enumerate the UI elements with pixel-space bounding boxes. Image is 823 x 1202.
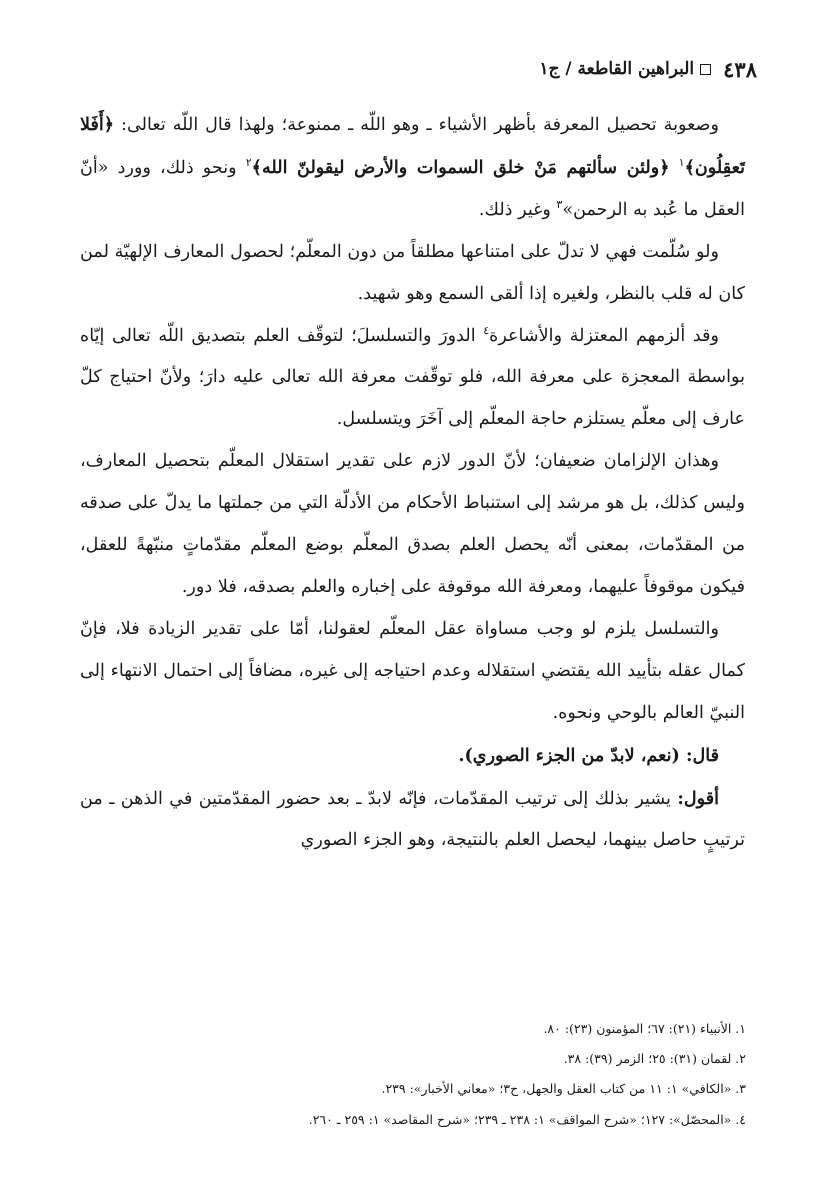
footnotes <box>81 1014 746 1135</box>
paragraph <box>80 104 745 232</box>
paragraph <box>80 609 745 735</box>
footnote-marker: ٤ <box>483 323 490 337</box>
text-run <box>670 158 679 178</box>
paragraph <box>80 778 745 863</box>
main-text <box>80 104 745 862</box>
footnote-marker: ٢ <box>245 156 252 170</box>
running-title: البراهين القاطعة / ج١ <box>539 59 695 79</box>
text-run: وهذان الإلزامان ضعيفان؛ لأنّ الدور لازم على تقدير استقلال المعلّم بتحصيل المعارف، وليس كذلك، بل هو مرشد إلى استنباط الأحكام من الأدلّة التي من جملتها ما يدلّ على صدقه من المقدّمات، بمعنى أنّه يحصل العلم بصدق المعلّم بوضع المعلّم مقدّماتٍ منبّهةً للعقل، فيكون موقوفاً عليهما، ومعرفة الله موقوفة على إخباره والعلم بصدقه، فلا دور. <box>80 451 745 597</box>
paragraph <box>80 232 745 316</box>
text-run: وغير ذلك. <box>478 199 557 220</box>
page-number: ٤٣٨ <box>723 56 757 82</box>
footnote-marker: ٣ <box>556 197 563 211</box>
footnote-2: ٢. لقمان (٣١): ٢٥؛ الزمر (٣٩): ٣٨. <box>563 1051 746 1067</box>
bold-text: ﴿أَفَلا تَعقِلُون﴾ <box>80 114 746 178</box>
text-run: يشير بذلك إلى ترتيب المقدّمات، فإنّه لابدّ ـ بعد حضور المقدّمتين في الذهن ـ من ترتيبٍ حاصل بينهما، ليحصل العلم بالنتيجة، وهو الجزء الصوري <box>80 788 745 851</box>
bold-text: قال: (نعم، لابدّ من الجزء الصوري). <box>458 744 719 766</box>
footnote-marker: ١ <box>678 156 685 170</box>
square-separator-icon <box>700 64 711 75</box>
text-run: ونحو ذلك، وورد «أنّ العقل ما عُبد به الرحمن» <box>80 157 745 220</box>
text-run: وقد ألزمهم المعتزلة والأشاعرة <box>489 325 719 346</box>
footnote-1: ١. الأنبياء (٢١): ٦٧؛ المؤمنون (٢٣): ٨٠. <box>543 1021 746 1036</box>
text-run: الدورَ والتسلسلَ؛ لتوقّف العلم بتصديق اللّه تعالى إيّاه بواسطة المعجزة على معرفة الله، فلو توقّفت معرفة الله تعالى عليه دارَ؛ ولأنّ احتياج كلّ عارف إلى معلّم يستلزم حاجة المعلّم إلى آخَرَ ويتسلسل. <box>80 325 745 430</box>
paragraph <box>80 735 745 778</box>
footnote-3: ٣. «الكافي» ١: ١١ من كتاب العقل والجهل، ح٣؛ «معاني الأخبار»: ٢٣٩. <box>381 1081 746 1097</box>
text-run: وصعوبة تحصيل المعرفة بأظهر الأشياء ـ وهو اللّه ـ ممنوعة؛ ولهذا قال اللّه تعالى: <box>114 115 719 135</box>
running-header <box>57 49 757 89</box>
footnote-4: ٤. «المحصّل»: ١٢٧؛ «شرح المواقف» ١: ٢٣٨ ـ ٢٣٩؛ «شرح المقاصد» ١: ٢٥٩ ـ ٢٦٠. <box>308 1111 746 1127</box>
bold-text: ﴿ولئن سألتهم مَنْ خلق السموات والأرض ليقولنّ الله﴾ <box>251 156 670 178</box>
bold-text: أقول: <box>677 787 719 809</box>
text-run: والتسلسل يلزم لو وجب مساواة عقل المعلّم لعقولنا، أمّا على تقدير الزيادة فلا، فإنّ كمال عقله بتأييد الله يقتضي استقلاله وعدم احتياجه إلى غيره، مضافاً إلى احتمال الانتهاء إلى النبيّ العالم بالوحي ونحوه. <box>80 618 745 723</box>
paragraph <box>80 316 745 442</box>
paragraph <box>80 441 745 609</box>
text-run: ولو سُلّمت فهي لا تدلّ على امتناعها مطلقاً من دون المعلّم؛ لحصول المعارف الإلهيّة لمن كان له قلب بالنظر، ولغيره إذا ألقى السمع وهو شهيد. <box>80 241 745 304</box>
